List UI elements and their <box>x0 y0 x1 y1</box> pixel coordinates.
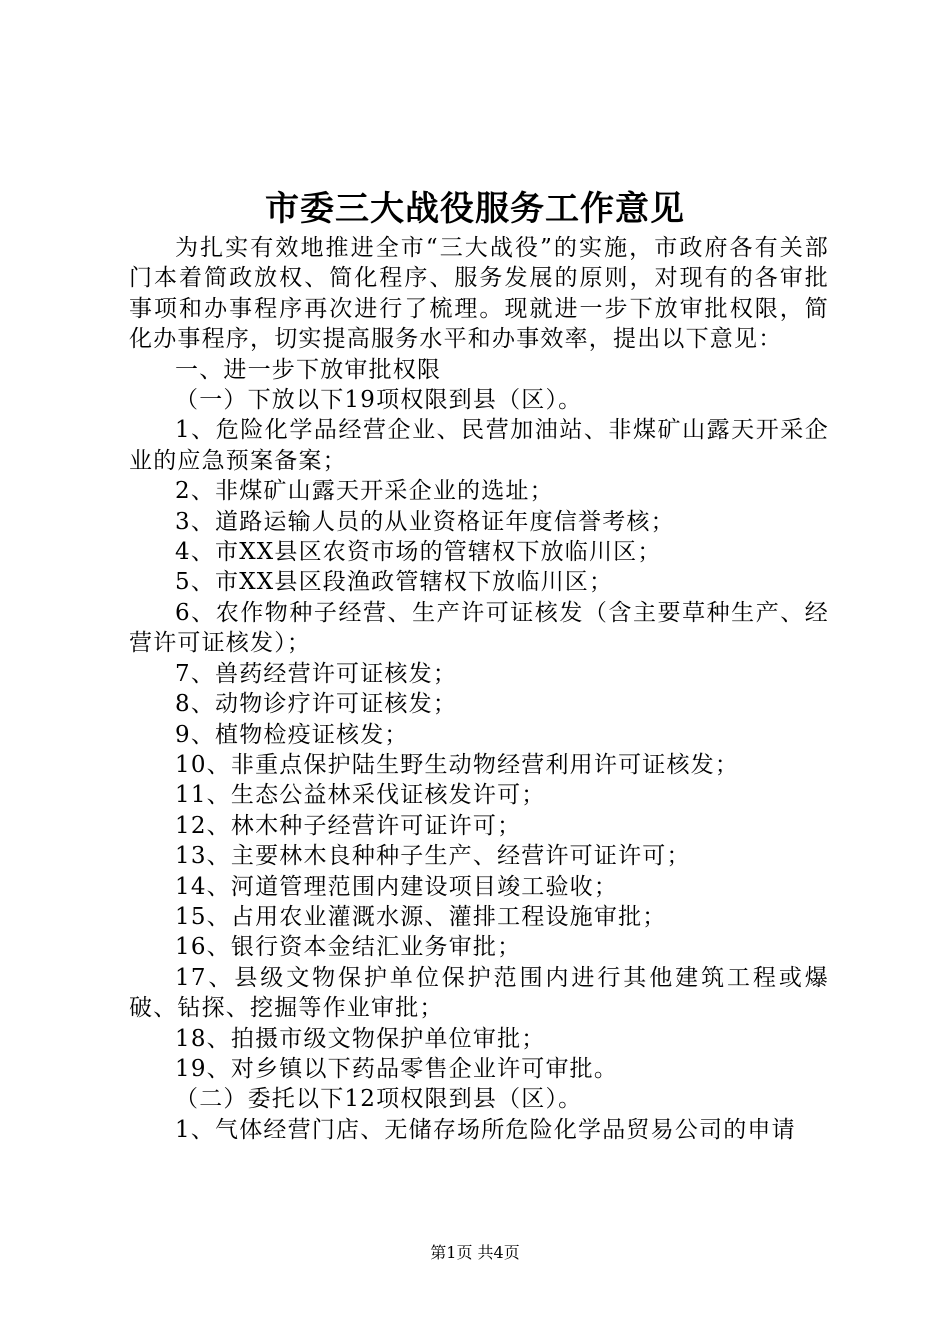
paragraph: 14、河道管理范围内建设项目竣工验收； <box>175 873 619 900</box>
paragraph: 5、市XX县区段渔政管辖权下放临川区； <box>175 569 614 596</box>
paragraph: 1、气体经营门店、无储存场所危险化学品贸易公司的申请 <box>175 1116 796 1143</box>
page-number-footer: 第1页 共4页 <box>430 1243 520 1262</box>
paragraph: 6、农作物种子经营、生产许可证核发（含主要草种生产、经营许可证核发）； <box>129 599 829 657</box>
paragraph: 4、市XX县区农资市场的管辖权下放临川区； <box>175 539 662 566</box>
document-body <box>129 233 829 1145</box>
paragraph: 9、植物检疫证核发； <box>175 721 409 748</box>
paragraph: 为扎实有效地推进全市“三大战役”的实施，市政府各有关部门本着简政放权、简化程序、服务发展的原则，对现有的各审批事项和办事程序再次进行了梳理。现就进一步下放审批权限，简化办事程序，切实提高服务水平和办事效率，提出以下意见： <box>129 235 829 353</box>
paragraph: 8、动物诊疗许可证核发； <box>175 691 458 718</box>
paragraph: 3、道路运输人员的从业资格证年度信誉考核； <box>175 508 675 535</box>
paragraph: 13、主要林木良种种子生产、经营许可证许可； <box>175 843 691 870</box>
paragraph: （二）委托以下12项权限到县（区）。 <box>175 1086 583 1113</box>
paragraph: 1、危险化学品经营企业、民营加油站、非煤矿山露天开采企业的应急预案备案； <box>129 417 829 474</box>
paragraph: 一、进一步下放审批权限 <box>175 356 442 383</box>
paragraph: 7、兽药经营许可证核发； <box>175 660 458 687</box>
paragraph: 2、非煤矿山露天开采企业的选址； <box>175 478 554 505</box>
paragraph: 17、县级文物保护单位保护范围内进行其他建筑工程或爆破、钻探、挖掘等作业审批； <box>129 964 829 1022</box>
paragraph: 12、林木种子经营许可证许可； <box>175 812 522 839</box>
paragraph: 11、生态公益林采伐证核发许可； <box>175 782 546 809</box>
paragraph: （一）下放以下19项权限到县（区）。 <box>175 387 583 414</box>
paragraph: 16、银行资本金结汇业务审批； <box>175 934 522 961</box>
paragraph: 19、对乡镇以下药品零售企业许可审批。 <box>175 1055 619 1082</box>
paragraph: 18、拍摄市级文物保护单位审批； <box>175 1025 546 1052</box>
paragraph: 10、非重点保护陆生野生动物经营利用许可证核发； <box>175 751 740 778</box>
document-title: 市委三大战役服务工作意见 <box>265 189 685 229</box>
paragraph: 15、占用农业灌溉水源、灌排工程设施审批； <box>175 903 667 930</box>
